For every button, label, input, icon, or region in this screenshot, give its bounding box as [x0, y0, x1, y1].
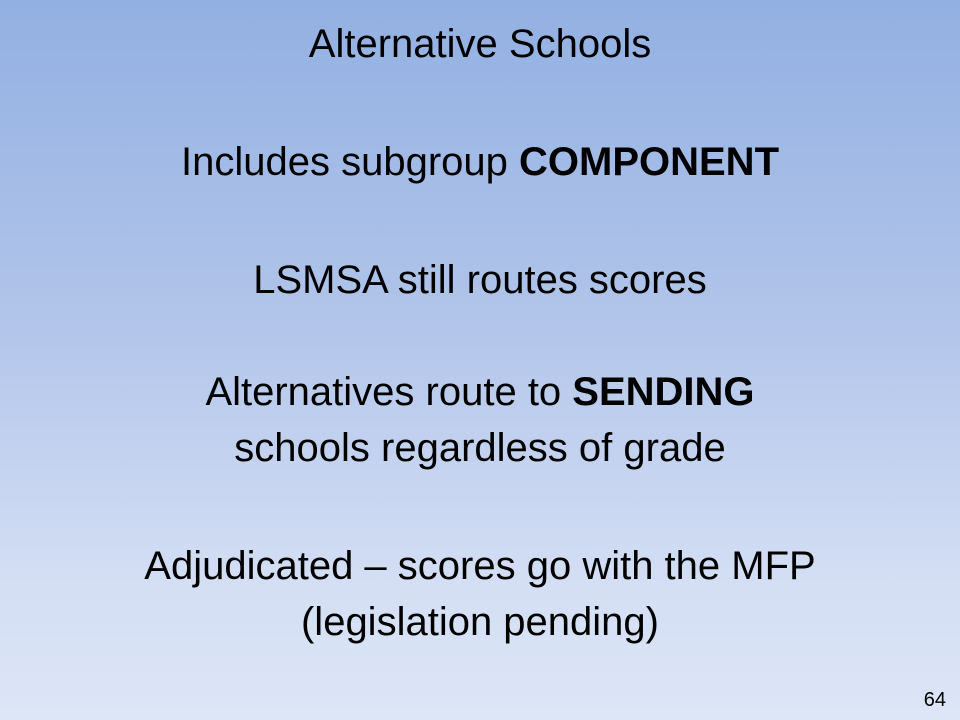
- point-alternatives-emphasis: SENDING: [572, 370, 755, 414]
- point-subgroup-emphasis: COMPONENT: [519, 140, 779, 184]
- point-alternatives-route-line2: [0, 424, 960, 472]
- point-adjudicated-line2-text: (legislation pending): [300, 600, 659, 644]
- point-adjudicated-text: Adjudicated – scores go with the MFP: [144, 544, 816, 588]
- point-alternatives-route-line1: [0, 368, 960, 416]
- slide-page-number: 64: [923, 689, 946, 711]
- point-adjudicated-line1: [0, 542, 960, 590]
- point-alternatives-text: Alternatives route to: [205, 370, 573, 414]
- point-subgroup-text: Includes subgroup: [180, 140, 519, 184]
- point-lsmsa-routes: [0, 256, 960, 304]
- slide-title: [0, 20, 960, 68]
- point-subgroup-component: [0, 138, 960, 186]
- point-adjudicated-line2: [0, 598, 960, 646]
- title-text: Alternative Schools: [308, 22, 652, 66]
- point-lsmsa-text: LSMSA still routes scores: [253, 258, 707, 302]
- point-alternatives-line2-text: schools regardless of grade: [234, 426, 726, 470]
